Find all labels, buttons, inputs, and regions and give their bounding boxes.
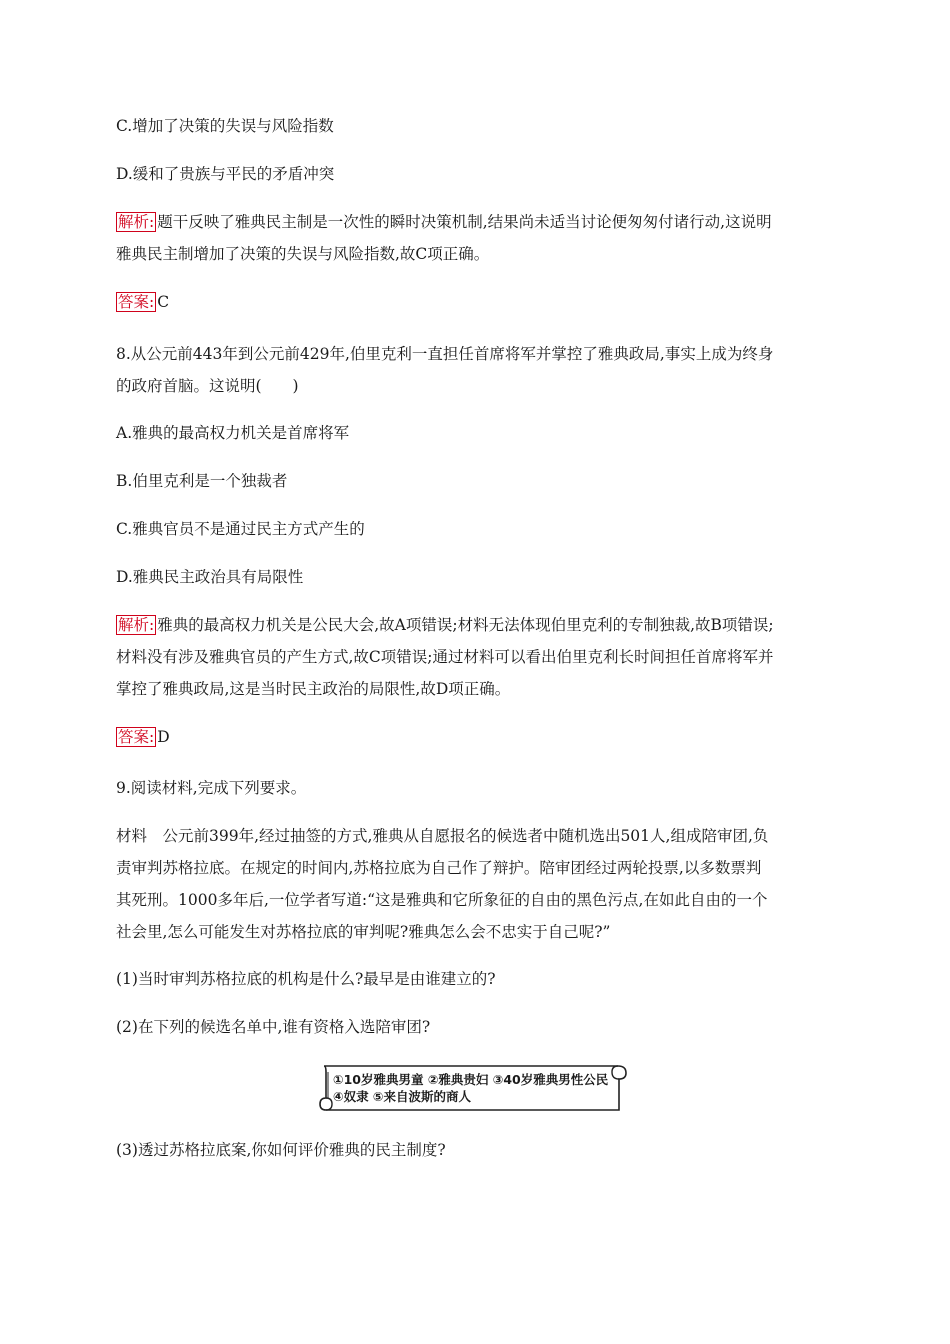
q9-material-line-4: 社会里,怎么可能发生对苏格拉底的审判呢?雅典怎么会不忠实于自己呢?”	[116, 923, 611, 941]
q8-stem-line-2: 的政府首脑。这说明( )	[116, 377, 299, 395]
q8-option-c: C.雅典官员不是通过民主方式产生的	[116, 520, 365, 538]
analysis-label: 解析:	[118, 616, 155, 634]
q7-option-d: D.缓和了贵族与平民的矛盾冲突	[116, 165, 335, 183]
q7-answer	[116, 286, 838, 318]
answer-label: 答案:	[118, 293, 155, 311]
q7-analysis	[116, 206, 838, 270]
q9-material	[116, 820, 838, 948]
q9-material-line-1: 材料 公元前399年,经过抽签的方式,雅典从自愿报名的候选者中随机选出501人,组成陪审团,负	[116, 827, 769, 845]
q9-sub-question-1: (1)当时审判苏格拉底的机构是什么?最早是由谁建立的?	[116, 970, 496, 988]
q7-analysis-text-1: 题干反映了雅典民主制是一次性的瞬时决策机制,结果尚未适当讨论便匆匆付诸行动,这说明	[157, 213, 772, 231]
q9-material-line-2: 责审判苏格拉底。在规定的时间内,苏格拉底为自己作了辩护。陪审团经过两轮投票,以多数票判	[116, 859, 762, 877]
q8-option-a: A.雅典的最高权力机关是首席将军	[116, 424, 350, 442]
q8-option-d: D.雅典民主政治具有局限性	[116, 568, 304, 586]
analysis-label: 解析:	[118, 213, 155, 231]
q8-answer-value: D	[157, 728, 170, 746]
q9-stem: 9.阅读材料,完成下列要求。	[116, 779, 307, 797]
answer-label: 答案:	[118, 728, 155, 746]
q9-sub-question-2: (2)在下列的候选名单中,谁有资格入选陪审团?	[116, 1018, 431, 1036]
q8-analysis-text-1: 雅典的最高权力机关是公民大会,故A项错误;材料无法体现伯里克利的专制独裁,故B项错误;	[157, 616, 774, 634]
q7-analysis-line	[116, 206, 838, 238]
q8-analysis	[116, 609, 838, 705]
q9-material-line-3: 其死刑。1000多年后,一位学者写道:“这是雅典和它所象征的自由的黑色污点,在如此自由的一个	[116, 891, 768, 909]
q7-analysis-text-2: 雅典民主制增加了决策的失误与风险指数,故C项正确。	[116, 245, 490, 263]
q8-stem-line-1: 8.从公元前443年到公元前429年,伯里克利一直担任首席将军并掌控了雅典政局,事实上成为终身	[116, 345, 774, 363]
candidate-list	[333, 1071, 629, 1105]
q8-analysis-text-2: 材料没有涉及雅典官员的产生方式,故C项错误;通过材料可以看出伯里克利长时间担任首席将军并	[116, 648, 774, 666]
q8-option-b: B.伯里克利是一个独裁者	[116, 472, 288, 490]
q7-answer-value: C	[157, 293, 170, 311]
q7-option-c: C.增加了决策的失误与风险指数	[116, 117, 334, 135]
q8-analysis-text-3: 掌控了雅典政局,这是当时民主政治的局限性,故D项正确。	[116, 680, 511, 698]
candidate-list-line-1: ①10岁雅典男童 ②雅典贵妇 ③40岁雅典男性公民	[333, 1072, 609, 1087]
candidate-list-line-2: ④奴隶 ⑤来自波斯的商人	[333, 1089, 472, 1104]
q8-analysis-line	[116, 609, 838, 641]
q9-sub-question-3: (3)透过苏格拉底案,你如何评价雅典的民主制度?	[116, 1141, 446, 1159]
q8-stem	[116, 338, 838, 402]
q8-answer	[116, 721, 838, 753]
